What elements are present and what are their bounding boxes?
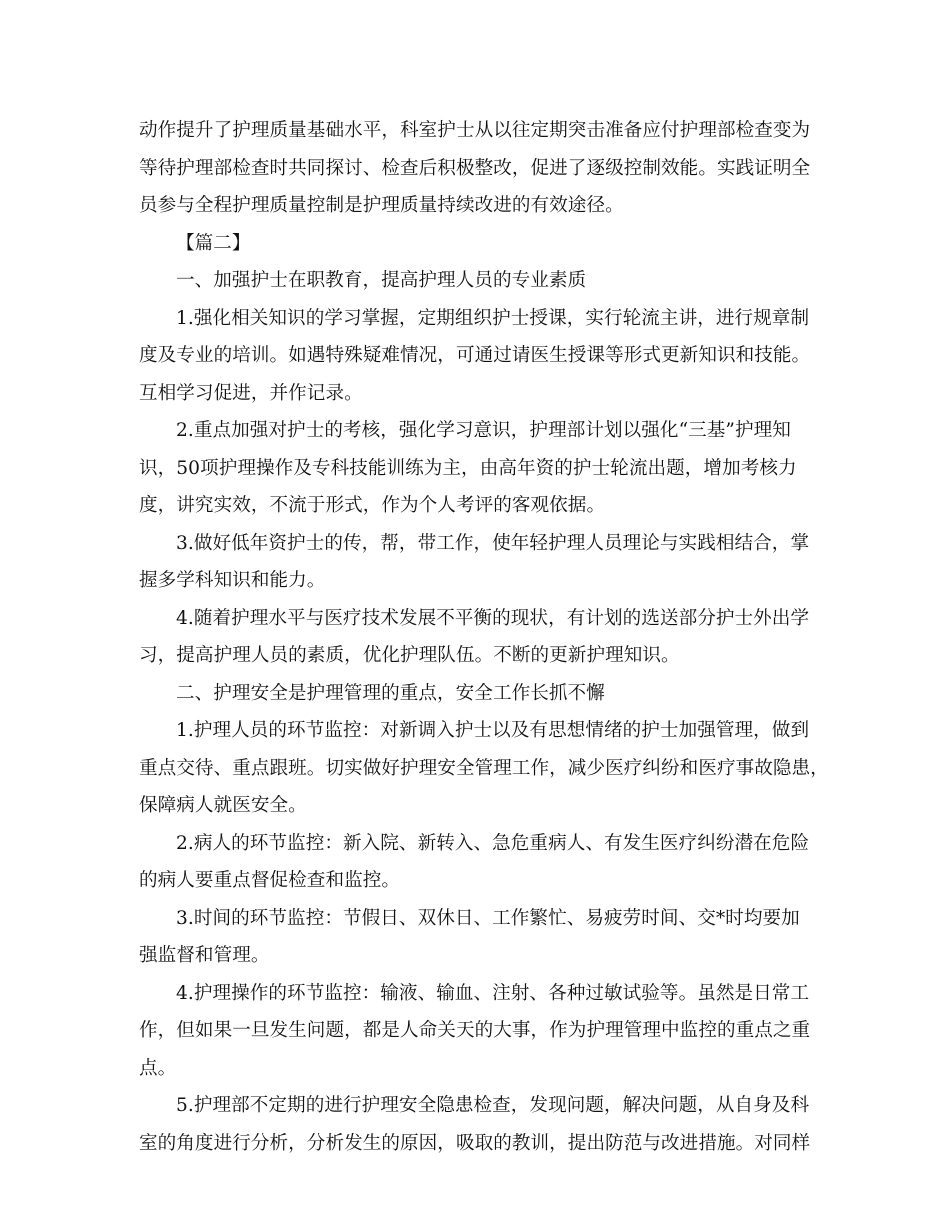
text-line: 握多学科知识和能力。 (139, 570, 326, 591)
text-line: 等待护理部检查时共同探讨、检查后积极整改，促进了逐级控制效能。实践证明全 (139, 157, 811, 179)
text-line: 5.护理部不定期的进行护理安全隐患检查，发现问题，解决问题，从自身及科 (176, 1095, 810, 1116)
subsection-heading: 一、加强护士在职教育，提高护理人员的专业素质 (176, 270, 587, 291)
text-line: 互相学习促进，并作记录。 (139, 382, 363, 404)
section-heading: 【篇二】 (176, 232, 251, 254)
text-line: 度，讲究实效，不流于形式，作为个人考评的客观依据。 (139, 495, 606, 516)
text-line: 作，但如果一旦发生问题，都是人命关天的大事，作为护理管理中监控的重点之重 (139, 1020, 811, 1041)
subsection-heading: 二、护理安全是护理管理的重点，安全工作长抓不懈 (176, 682, 605, 704)
document-body (139, 112, 829, 1162)
text-line: 保障病人就医安全。 (139, 795, 307, 816)
text-line: 动作提升了护理质量基础水平，科室护士从以往定期突击准备应付护理部检查变为 (139, 120, 811, 141)
text-line: 习，提高护理人员的素质，优化护理队伍。不断的更新护理知识。 (139, 645, 680, 666)
text-line: 员参与全程护理质量控制是护理质量持续改进的有效途径。 (139, 195, 624, 216)
text-line: 度及专业的培训。如遇特殊疑难情况，可通过请医生授课等形式更新知识和技能。 (139, 345, 811, 366)
text-line: 3.时间的环节监控：节假日、双休日、工作繁忙、易疲劳时间、交*时均要加 (176, 907, 800, 929)
text-line: 点。 (139, 1057, 177, 1079)
text-line: 的病人要重点督促检查和监控。 (139, 870, 401, 891)
text-line: 识，50项护理操作及专科技能训练为主，由高年资的护士轮流出题，增加考核力 (139, 457, 797, 479)
text-line: 1.强化相关知识的学习掌握，定期组织护士授课，实行轮流主讲，进行规章制 (176, 307, 810, 329)
text-line: 1.护理人员的环节监控：对新调入护士以及有思想情绪的护士加强管理，做到 (176, 720, 810, 741)
text-line: 室的角度进行分析，分析发生的原因，吸取的教训，提出防范与改进措施。对同样 (139, 1132, 811, 1154)
text-line: 4.护理操作的环节监控：输液、输血、注射、各种过敏试验等。虽然是日常工 (176, 982, 810, 1004)
text-line: 3.做好低年资护士的传，帮，带工作，使年轻护理人员理论与实践相结合，掌 (176, 532, 810, 554)
text-line: 重点交待、重点跟班。切实做好护理安全管理工作，减少医疗纠纷和医疗事故隐患， (139, 757, 829, 779)
text-line: 2.重点加强对护士的考核，强化学习意识，护理部计划以强化“三基”护理知 (176, 420, 791, 441)
text-line: 2.病人的环节监控：新入院、新转入、急危重病人、有发生医疗纠纷潜在危险 (176, 832, 810, 854)
text-line: 4.随着护理水平与医疗技术发展不平衡的现状，有计划的选送部分护士外出学 (176, 607, 810, 629)
text-line: 强监督和管理。 (139, 945, 270, 966)
